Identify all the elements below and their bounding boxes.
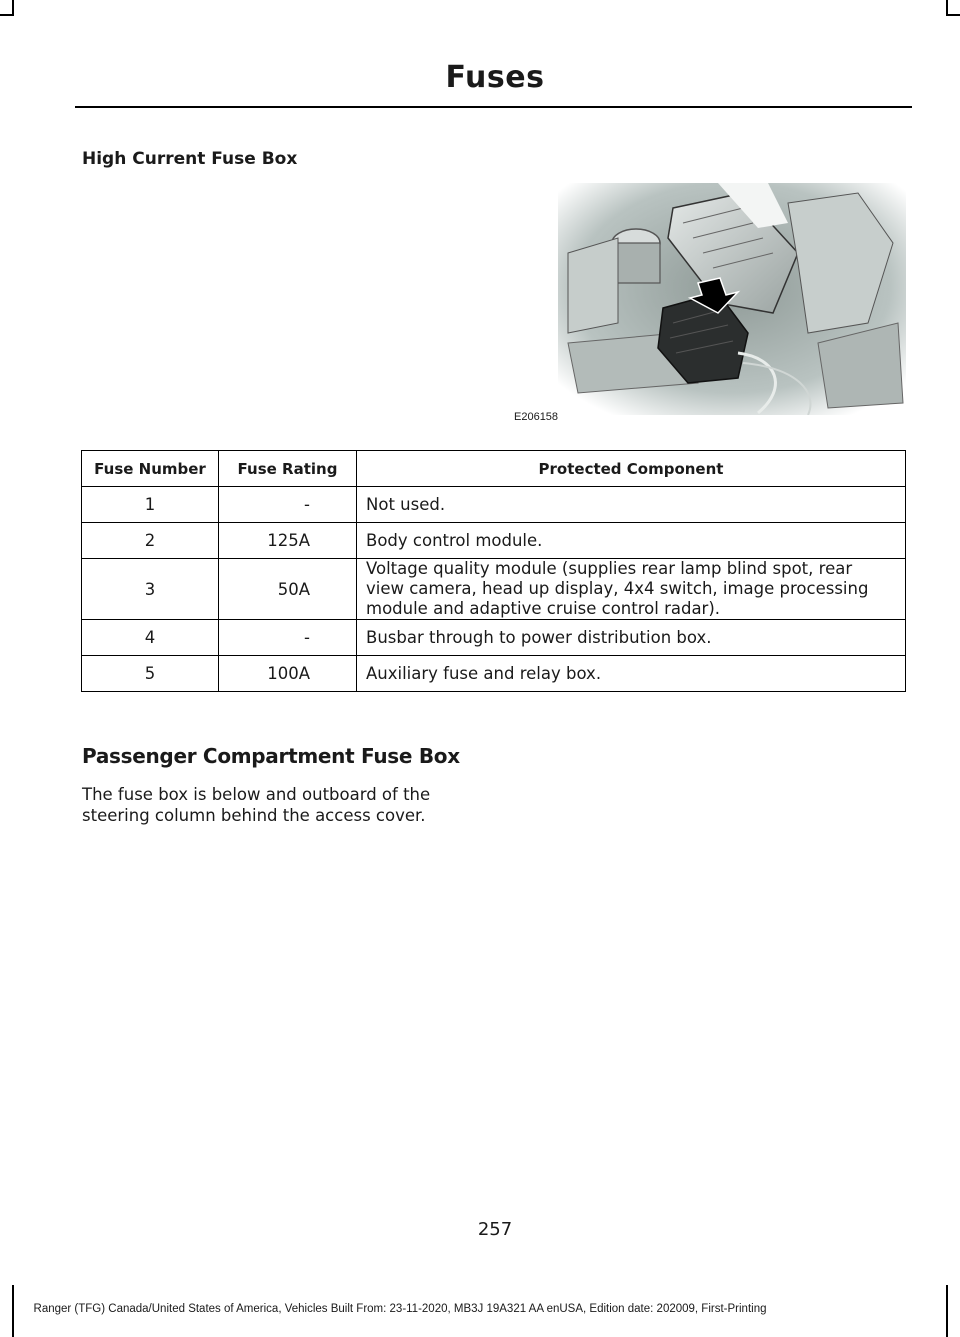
page-header-title: Fuses <box>445 60 545 95</box>
fuse-number: 3 <box>82 559 219 620</box>
table-header-row <box>82 451 906 487</box>
crop-mark-top-right-h <box>946 14 960 16</box>
crop-mark-top-left-h <box>0 14 14 16</box>
engine-bay-fuse-box-photo <box>558 183 906 415</box>
fuse-rating: 100A <box>219 656 357 692</box>
figure-code: E206158 <box>514 411 559 423</box>
table-row <box>82 620 906 656</box>
page-number: 257 <box>477 1219 513 1240</box>
page-footer: Ranger (TFG) Canada/United States of America, Vehicles Built From: 23-11-2020, MB3J 19A321 AA enUSA, Edition date: 202009, First-Printing <box>33 1303 767 1315</box>
header-divider <box>75 106 912 108</box>
fuse-rating: - <box>219 487 357 523</box>
protected-component: Not used. <box>357 487 906 523</box>
fuse-number: 1 <box>82 487 219 523</box>
table-row <box>82 656 906 692</box>
section-title-high-current: High Current Fuse Box <box>82 149 298 169</box>
table-row <box>82 487 906 523</box>
fuse-rating: 50A <box>219 559 357 620</box>
fuse-rating: 125A <box>219 523 357 559</box>
column-header-fuse-rating: Fuse Rating <box>219 451 357 487</box>
protected-component: Voltage quality module (supplies rear lamp blind spot, rear view camera, head up display, 4x4 switch, image processing module and adaptive cruise control radar). <box>357 559 906 620</box>
column-header-protected-component: Protected Component <box>357 451 906 487</box>
table-row <box>82 559 906 620</box>
protected-component: Auxiliary fuse and relay box. <box>357 656 906 692</box>
fuse-table <box>81 450 906 692</box>
fuse-number: 4 <box>82 620 219 656</box>
fuse-number: 5 <box>82 656 219 692</box>
column-header-fuse-number: Fuse Number <box>82 451 219 487</box>
protected-component: Body control module. <box>357 523 906 559</box>
fuse-number: 2 <box>82 523 219 559</box>
protected-component: Busbar through to power distribution box. <box>357 620 906 656</box>
section-body-text: The fuse box is below and outboard of the steering column behind the access cover. <box>82 785 431 825</box>
table-row <box>82 523 906 559</box>
section-title-passenger-compartment: Passenger Compartment Fuse Box <box>82 744 460 768</box>
fuse-rating: - <box>219 620 357 656</box>
crop-mark-bottom-right <box>946 1285 948 1337</box>
